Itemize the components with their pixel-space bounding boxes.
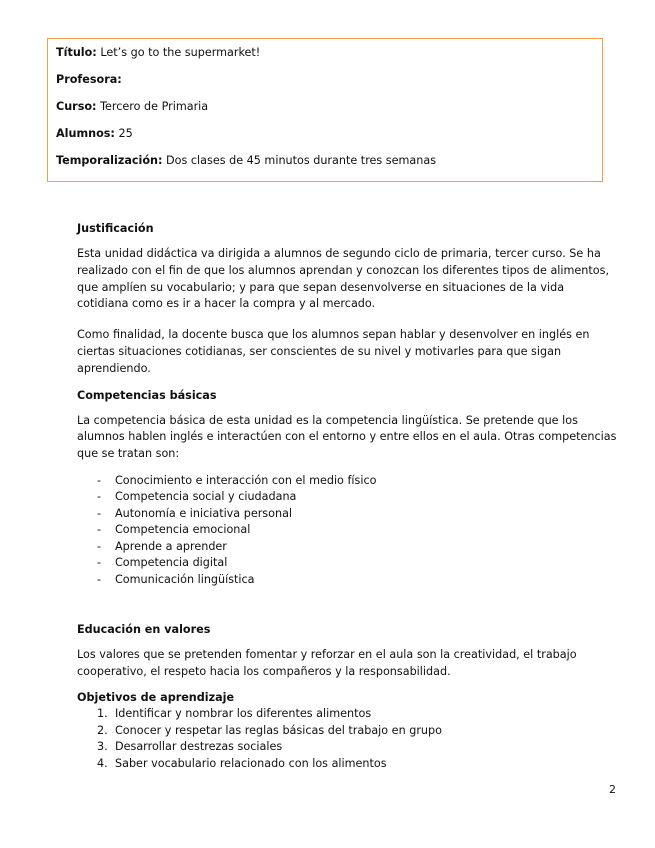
list-number: 4.	[97, 756, 108, 770]
list-item	[97, 706, 617, 723]
titulo-label: Título:	[56, 46, 97, 59]
list-number: 1.	[97, 707, 108, 721]
list-item	[97, 723, 617, 740]
spacer	[77, 604, 617, 620]
titulo-row	[56, 43, 594, 62]
list-item	[97, 489, 617, 506]
list-item-text: Competencia digital	[115, 556, 228, 570]
list-item-text: Comunicación lingüística	[115, 572, 255, 586]
lesson-info-box	[47, 38, 603, 182]
dash-bullet: -	[97, 523, 102, 537]
curso-value: Tercero de Primaria	[100, 100, 209, 113]
list-item	[97, 539, 617, 556]
dash-bullet: -	[97, 572, 102, 586]
list-item	[97, 756, 617, 773]
list-item-text: Competencia emocional	[115, 523, 251, 537]
competencias-list	[77, 473, 617, 589]
list-item-text: Desarrollar destrezas sociales	[115, 740, 283, 754]
list-item-text: Conocer y respetar las reglas básicas del trabajo en grupo	[115, 723, 442, 737]
list-item-text: Aprende a aprender	[115, 539, 227, 553]
justificacion-paragraph-1: Esta unidad didáctica va dirigida a alumnos de segundo ciclo de primaria, tercer curso. Se ha realizado con el fin de que los alumnos aprendan y conozcan los diferentes tipos de alimentos, que amplíen su vocabulario; y para que sepan desenvolverse en situaciones de la vida cotidiana como es ir a hacer la compra y al mercado.	[77, 247, 610, 311]
dash-bullet: -	[97, 490, 102, 504]
competencias-heading: Competencias básicas	[77, 388, 217, 402]
list-item	[97, 555, 617, 572]
alumnos-value: 25	[118, 127, 133, 140]
dash-bullet: -	[97, 539, 102, 553]
list-item-text: Competencia social y ciudadana	[115, 490, 297, 504]
document-body	[77, 219, 617, 772]
objetivos-heading: Objetivos de aprendizaje	[77, 691, 235, 705]
list-item	[97, 522, 617, 539]
valores-paragraph: Los valores que se pretenden fomentar y reforzar en el aula son la creatividad, el trabajo cooperativo, el respeto hacia los compañeros y la responsabilidad.	[77, 648, 577, 679]
justificacion-heading: Justificación	[77, 222, 154, 235]
list-number: 2.	[97, 723, 108, 737]
profesora-label: Profesora:	[56, 73, 122, 86]
curso-label: Curso:	[56, 100, 97, 113]
dash-bullet: -	[97, 473, 102, 487]
profesora-row	[56, 70, 594, 89]
temporalizacion-row	[56, 151, 594, 170]
list-item-text: Conocimiento e interacción con el medio físico	[115, 473, 377, 487]
list-number: 3.	[97, 740, 108, 754]
alumnos-row	[56, 124, 594, 143]
alumnos-label: Alumnos:	[56, 127, 115, 140]
list-item-text: Saber vocabulario relacionado con los alimentos	[115, 756, 387, 770]
list-item	[97, 572, 617, 589]
temporalizacion-value: Dos clases de 45 minutos durante tres semanas	[166, 154, 437, 167]
list-item-text: Autonomía e iniciativa personal	[115, 506, 293, 520]
list-item	[97, 473, 617, 490]
objetivos-list	[77, 706, 617, 772]
dash-bullet: -	[97, 506, 102, 520]
temporalizacion-label: Temporalización:	[56, 154, 163, 167]
page-number: 2	[609, 783, 616, 796]
curso-row	[56, 97, 594, 116]
titulo-value: Let’s go to the supermarket!	[100, 46, 261, 59]
list-item-text: Identificar y nombrar los diferentes alimentos	[115, 707, 372, 721]
list-item	[97, 506, 617, 523]
list-item	[97, 739, 617, 756]
dash-bullet: -	[97, 556, 102, 570]
valores-heading: Educación en valores	[77, 623, 211, 637]
competencias-paragraph: La competencia básica de esta unidad es la competencia lingüística. Se pretende que los alumnos hablen inglés e interactúen con el entorno y entre ellos en el aula. Otras competencias que se tratan son:	[77, 413, 617, 461]
justificacion-paragraph-2: Como finalidad, la docente busca que los alumnos sepan hablar y desenvolver en inglés en ciertas situaciones cotidianas, ser conscientes de su nivel y motivarles para que sigan aprendiendo.	[77, 328, 590, 375]
